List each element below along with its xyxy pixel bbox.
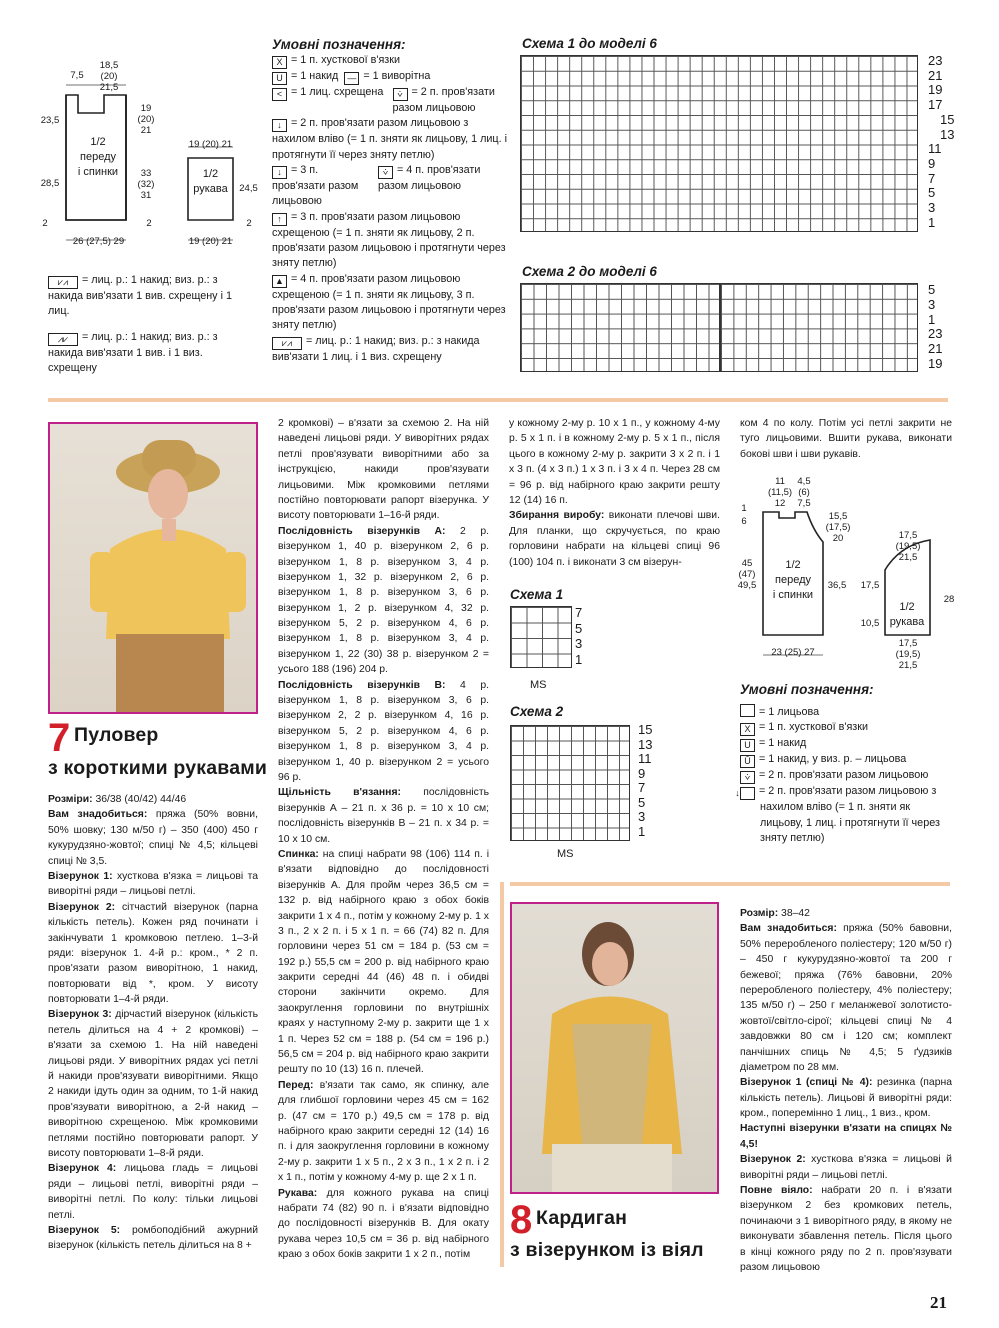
model7-number: 7: [48, 716, 71, 760]
divider-vertical: [500, 882, 504, 1267]
dim-h1: 23,5: [40, 115, 60, 126]
legend-title-model6: Умовні позначення:: [272, 37, 406, 52]
model7-col1: Розміри: 36/38 (40/42) 44/46 Вам знадобиться: пряжа (50% вовни, 50% шовку; 130 м/50 г) – 350 (400) 450 г кукурудзяно-жовтої; спиці № 4,5; кільцеві спиці № 3,5. Візерунок 1: хусткова в'язка = лицьові та виворітні ряди – лицьові петлі. Візерунок 2: сітчастий візерунок (парна кількість петель). Кожен ряд починати і закінчувати 1 кромковою петлею. 1–3-й ряди: візерунок 1. 4-й р.: кром., * 2 п. пров'язати разом виворітною, 1 накид, повторювати від *, кром. У висоту повторювати 1–4-й ряди. Візерунок 3: дірчастий візерунок (кількість петель ділиться на 4 + 2 кромкові) – в'язати за схемою 1. На ній наведені лицьові ряди. У виворітних рядах усі петлі й накиди пров'язувати виворітними. Якщо 2 накиди ідуть один за одним, то 1-й накид пров'язувати виворітною, а 2-й накид – виворітною схрещеною. Між кромковими петлями постійно повторювати рапорт. У висоту повторювати 1–8-й ряди. Візерунок 4: лицьова гладь = лицьові ряди – лицьові петлі, виворітні ряди – виворітні петлі. По колу: тільки лицьові петлі. Візерунок 5: ромбоподібний ажурний візерунок (кількість петель ділиться на 8 +: [48, 794, 259, 1252]
dim-h3: 33 (32) 31: [137, 168, 155, 201]
dim-neck: 4,5 (6) 7,5: [797, 476, 811, 509]
dim-sleeve-h3: 28: [943, 594, 955, 605]
ms-label-2: MS: [557, 848, 574, 860]
scheme2-model6-title: Схема 2 до моделі 6: [522, 264, 657, 279]
dim-bottom: 23 (25) 27: [771, 647, 815, 658]
legend-item: ↓ = 2 п. пров'язати разом лицьовою з нахилом вліво (= 1 п. зняти як лицьову, 1 лиц. і протягнути її через зняту петлю): [735, 785, 940, 844]
dim-six: 6: [741, 516, 747, 527]
legend-item: Ū = 1 накид, у виз. р. – лицьова: [740, 752, 955, 768]
model7-photo: [48, 422, 258, 714]
garter-stitch-icon: X: [272, 56, 287, 69]
model7-legend: [735, 704, 955, 846]
legend-left-1: ⩗⩘ = лиц. р.: 1 накид; виз. р.: з накида вив'язати 1 вив. схрещену і 1 лиц.: [48, 274, 232, 318]
dim-two-right: 2: [146, 218, 152, 229]
model7-schema1-title: Схема 1: [510, 587, 564, 602]
dim-h2: 28,5: [40, 178, 60, 189]
knit-icon: [740, 704, 755, 717]
garter-stitch-icon: X: [740, 723, 755, 736]
legend-item: X = 1 п. хусткової в'язки: [740, 720, 955, 736]
legend-left-2: ⩘⩗ = лиц. р.: 1 накид; виз. р.: з накида вив'язати 1 вив. і 1 виз. схрещену: [48, 331, 218, 375]
legend-item: ⩗⩘ = лиц. р.: 1 накид; виз. р.: з накида вив'язати 1 лиц. і 1 виз. схрещену: [272, 334, 480, 363]
dim-sleeve-h2: 10,5: [860, 618, 880, 629]
model7-legend-title: Умовні позначення:: [740, 682, 874, 697]
model7-title-2: з короткими рукавами: [48, 757, 268, 779]
model7-schema1-grid: [510, 606, 572, 668]
legend-item: U = 1 накид: [740, 736, 955, 752]
dim-top: 18,5 (20) 21,5: [99, 60, 119, 93]
body-piece-label: 1/2 переду і спинки: [772, 559, 814, 601]
dim-height: 45 (47) 49,5: [737, 558, 757, 591]
dim-one: 1: [741, 503, 747, 514]
legend-item: U = 1 накид — = 1 виворітна: [272, 69, 507, 85]
yarn-over-cross-icon: ⩗⩘: [48, 276, 78, 289]
ssk-icon: ↓: [740, 787, 755, 800]
scheme1-model6-title: Схема 1 до моделі 6: [522, 36, 657, 51]
legend-item: < = 1 лиц. схрещена ⩒ = 2 п. пров'язати разом лицьовою: [272, 85, 507, 116]
dim-sleeve-top: 17,5 (19,5) 21,5: [895, 530, 921, 563]
legend-item: X = 1 п. хусткової в'язки: [272, 53, 507, 69]
page-number: 21: [930, 1293, 947, 1312]
legend-item: ↓ = 3 п. пров'язати разом лицьовою ⩒ = 4 п. пров'язати разом лицьовою: [272, 163, 481, 208]
k2tog-icon: ⩒: [393, 88, 408, 101]
k3tog-icon: ↓: [272, 166, 287, 179]
yarn-over-icon: U: [272, 72, 287, 85]
legend-item: ↓ = 2 п. пров'язати разом лицьовою з нахилом вліво (= 1 п. зняти як лицьову, 1 лиц. і протягнути її через зняту петлю): [272, 117, 507, 161]
ssk-icon: ↓: [272, 119, 287, 132]
dim-sleeve-bottom: 17,5 (19,5) 21,5: [895, 638, 921, 671]
scheme2-model6-grid-left: [520, 283, 720, 372]
dim-sleeve-bottom: 19 (20) 21: [188, 236, 233, 247]
divider-model8: [510, 882, 950, 886]
yarn-over-icon: U: [740, 739, 755, 752]
dim-low: 36,5: [827, 580, 847, 591]
model7-schema2-title: Схема 2: [510, 704, 564, 719]
k2tog-icon: ⩒: [740, 771, 755, 784]
legend-item: = 1 лицьова: [740, 704, 955, 720]
purl-icon: —: [344, 72, 359, 85]
yarn-over-cross-icon: ⩘⩗: [48, 333, 78, 346]
dim-top: 11 (11,5) 12: [767, 476, 793, 509]
dim-neck: 7,5: [70, 70, 84, 81]
scheme2-model6-grid-right: [720, 283, 918, 372]
twisted-knit-icon: <: [272, 88, 287, 101]
model8-number: 8: [510, 1198, 533, 1242]
model8-title-1: Кардиган: [536, 1207, 628, 1229]
dim-sleeve-top: 19 (20) 21: [188, 139, 233, 150]
yarn-over-knit-icon: Ū: [740, 755, 755, 768]
model8-text: Розмір: 38–42 Вам знадобиться: пряжа (50% бавовни, 50% переробленого поліестеру; 120 м/50 г) – 450 г кукурудзяно-жовтої та 200 г бежевої; пряжа (76% бавовни, 20% переробленого поліестеру, 4% поліестеру; 135 м/50 г) – 250 г меланжевої золотисто-жовтої/світло-сірої; кільцеві спиці № 4 завдовжки 80 см і 120 см; комплект панчішних спиць № 4,5; 5 ґудзиків діаметром по 28 мм. Візерунок 1 (спиці № 4): резинка (парна кількість петель). Лицьові й виворітні ряди: кром., поперемінно 1 лиц., 1 виз., кром. Наступні візерунки в'язати на спицях № 4,5! Візерунок 2: хусткова в'язка = лицьові й виворітні ряди – лицьові петлі. Повне віяло: набрати 20 п. і в'язати візерунком 2 без кромкових петель, починаючи з 1 виворітного ряду, в якому не виконувати збавлення петель. Після цього в кінці кожного ряду по 2 п. пров'язувати разом лицьовою: [740, 908, 952, 1273]
dim-bottom: 26 (27,5) 29: [72, 236, 125, 247]
k4tog-icon: ⩒: [378, 166, 393, 179]
model7-col3: у кожному 2-му р. 10 x 1 п., у кожному 4-му р. 5 x 1 п. і в кожному 2-му р. 5 x 1 п., після цього в кожному 2-му р. закрити 3 x 2 п. і 1 x 3 п. (4 x 3 п.) 1 x 3 п. і 3 x 4 п. Через 28 см = 96 р. від набірного краю закрити решту 12 (14) 16 п. Збирання виробу: виконати плечові шви. Для планки, що скручується, по краю горловини набрати на кільцеві спиці 96 (100) 104 п. і виконати 3 см візерун-: [509, 418, 721, 568]
model7-schema2-grid: [510, 725, 630, 841]
scheme1-model6-grid: [520, 55, 918, 232]
k3tog-twisted-icon: ↑: [272, 213, 287, 226]
dim-sleeve-h: 24,5: [239, 183, 258, 194]
body-piece-label: 1/2 переду і спинки: [77, 136, 119, 178]
model7-col4: ком 4 по колу. Потім усі петлі закрити не туго лицьовими. Вшити рукава, виконати бокові шви і шви рукавів.: [740, 418, 952, 460]
legend-item: ▲ = 4 п. пров'язати разом лицьовою схрещеною (= 1 п. зняти як лицьову, 3 п. пров'язати разом лицьовою і протягнути через зняту петлю): [272, 272, 506, 332]
dim-armhole: 19 (20) 21: [137, 103, 155, 136]
woman-yellow-sweater-photo: [50, 424, 256, 712]
model8-title-2: з візерунком із віял: [510, 1239, 704, 1261]
dim-shoulder: 15,5 (17,5) 20: [825, 511, 851, 544]
model7-col2: 2 кромкові) – в'язати за схемою 2. На ній наведені лицьові ряди. У виворітних рядах петлі пров'язувати виворітними або за інструкцією, накиди пров'язувати лицьовими. Між кромковими петлями постійно повторювати рапорт візерунка. У висоту повторювати 1–16-й ряди. Послідовність візерунків А: 2 р. візерунком 1, 40 р. візерунком 2, 6 р. візерунком 1, 8 р. візерунком 3, 4 р. візерунком 1, 32 р. візерунком 2, 6 р. візерунком 1, 8 р. візерунком 3, 6 р. візерунком 1, 2 р. візерунком 4, 32 р. візерунком 5, 2 р. візерунком 4, 6 р. візерунком 1, 8 р. візерунком 3, 4 р. візерунком 1, 22 (30) 38 р. візерунком 2 = усього 188 (196) 204 р. Послідовність візерунків В: 4 р. візерунком 1, 8 р. візерунком 3, 6 р. візерунком 2, 2 р. візерунком 4, 16 р. візерунком 5, 2 р. візерунком 4, 6 р. візерунком 1, 8 р. візерунком 3, 4 р. візерунком 1, 40 р. візерунком 2 = усього 96 р. Щільність в'язання: послідовність візерунків А – 21 п. x 36 р. = 10 x 10 см; послідовність візерунків В – 21 п. x 34 р. = 10 x 10 см. Спинка: на спиці набрати 98 (106) 114 п. і в'язати відповідно до послідовності візерунків А. Для пройм через 36,5 см = 132 р. від набірного краю з обох боків закрити 1 x 4 п., потім у кожному 2-му р. 1 x 3 п., 2 x 2 п. і 5 x 1 п. = 66 (74) 82 п. Для горловини через 51 см = 184 р. (53 см = 192 р.) 55,5 см = 200 р. від набірного краю закрити середні 44 (46) 48 п. і обидві сторони закінчити окремо. Для заокруглення горловини по внутрішніх краях у наступному 2-му р. закрити ще 1 x 1 п. Через 52 см = 188 р. (54 см = 196 р.) 56,5 см = 204 р. від набірного краю закрити решту по 10 (13) 16 п. плечей. Перед: в'язати так само, як спинку, але для глибшої горловини через 45 см = 162 р. (47 см = 170 р.) 49,5 см = 178 р. від набірного краю закрити середні 12 (14) 16 п. і для заокруглення горловини в кожному 2-му р. закрити 1 x 5 п., 2 x 3 п., 1 x 2 п. і 2 x 1 п., потім у кожному 4-му р. ще 2 x 1 п. Рукава: для кожного рукава на спиці набрати 74 (82) 90 п. і в'язати відповідно до послідовності візерунків В. Для окату рукава через 10,5 см = 36 р. від набірного краю з обох боків закрити 1 x 2 п., потім: [278, 418, 489, 1261]
dim-sleeve-h1: 17,5: [860, 580, 880, 591]
legend-item: ⩒ = 2 п. пров'язати разом лицьовою: [740, 768, 955, 784]
dim-two-left: 2: [42, 218, 48, 229]
dim-sleeve-two: 2: [246, 218, 252, 229]
yarn-over-double-icon: ⩗⩘: [272, 337, 302, 350]
woman-cardigan-photo: [512, 904, 717, 1192]
divider-top: [48, 398, 948, 402]
model7-schematic: [735, 470, 960, 670]
sleeve-piece-label: 1/2 рукава: [889, 601, 925, 628]
sleeve-piece-label: 1/2 рукава: [193, 168, 228, 195]
legend-item: ↑ = 3 п. пров'язати разом лицьовою схрещеною (= 1 п. зняти як лицьову, 2 п. пров'язати разом лицьовою і протягнути через зняту петлю): [272, 210, 506, 270]
model6-schematic: [38, 55, 263, 255]
k4tog-twisted-icon: ▲: [272, 275, 287, 288]
model7-title-1: Пуловер: [74, 724, 159, 746]
ms-label-1: MS: [530, 679, 547, 691]
model8-photo: [510, 902, 719, 1194]
legend-model6: [272, 53, 507, 365]
